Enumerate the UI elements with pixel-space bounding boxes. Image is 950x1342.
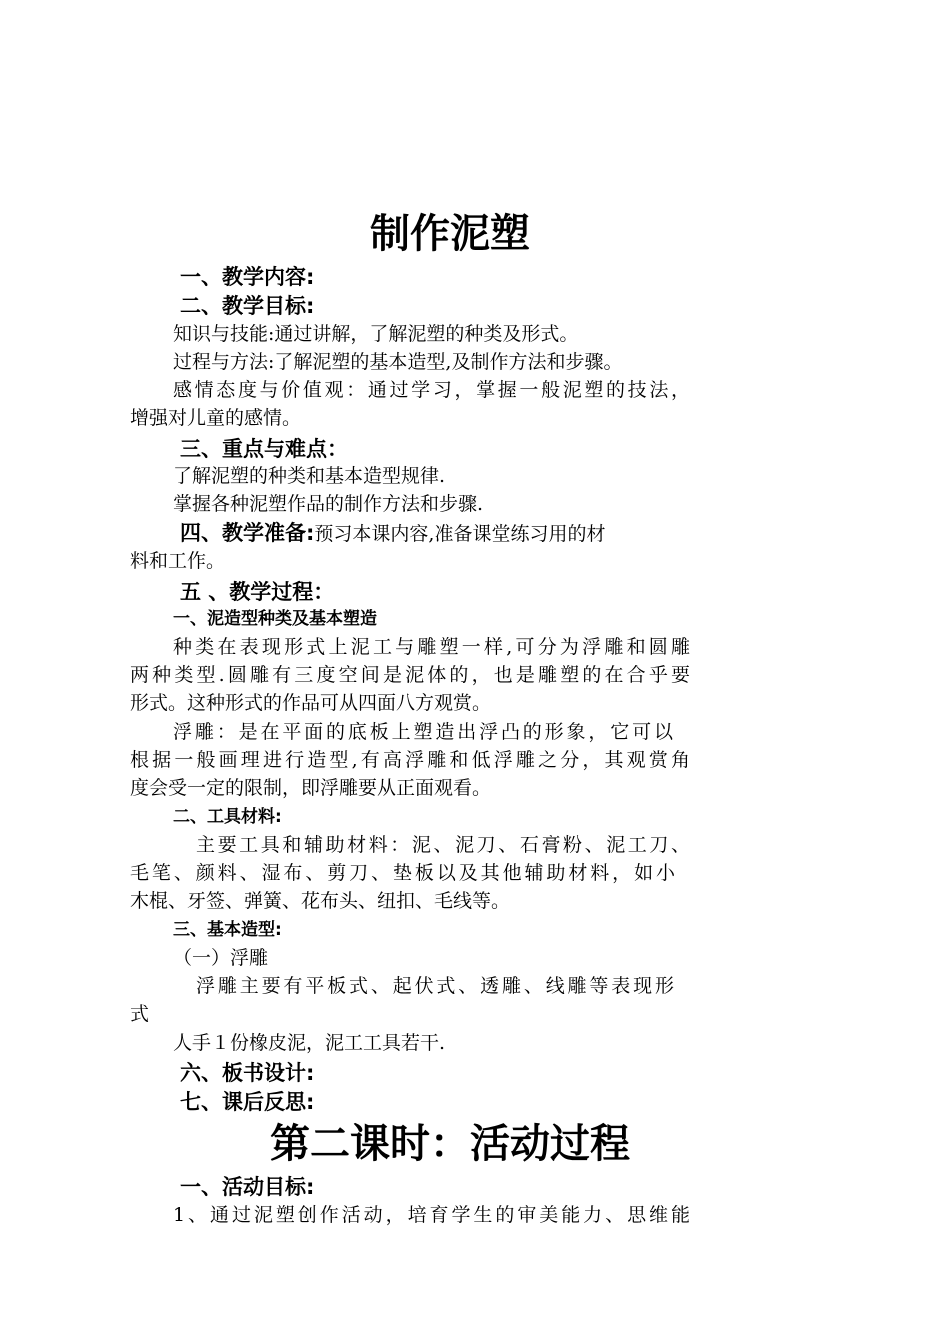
section-heading-content: 一、教学内容:: [180, 265, 315, 289]
section-heading-process: 五 、教学过程：: [180, 580, 335, 604]
goal-emotion-line-1: 感情态度与价值观：通过学习，掌握一般泥塑的技法，: [173, 379, 690, 401]
types-para-line-2: 两种类型.圆雕有三度空间是泥体的，也是雕塑的在合乎要: [130, 664, 690, 686]
second-lesson-title: 第二课时：活动过程: [270, 1121, 630, 1167]
subheading-types: 一、泥造型种类及基本塑造: [173, 609, 377, 629]
section-heading-board: 六、板书设计:: [180, 1061, 315, 1085]
section-preparation-line-1: [180, 519, 690, 547]
subheading-basic-shapes: 三、基本造型:: [173, 920, 282, 940]
materials-prep-line: 人手１份橡皮泥，泥工工具若干.: [173, 1032, 446, 1054]
document-title: 制作泥塑: [370, 211, 530, 257]
keypoint-1: 了解泥塑的种类和基本造型规律.: [173, 465, 446, 487]
relief-forms-line-2: 式: [130, 1003, 150, 1025]
section-heading-keypoints: 三、重点与难点：: [180, 437, 348, 461]
section-heading-activity-goals: 一、活动目标:: [180, 1175, 315, 1199]
relief-para-line-3: 度会受一定的限制，即浮雕要从正面观看。: [130, 777, 492, 799]
subheading-tools: 二、工具材料:: [173, 807, 282, 827]
types-para-line-1: 种类在表现形式上泥工与雕塑一样,可分为浮雕和圆雕: [173, 636, 690, 658]
preparation-text-1: 预习本课内容,准备课堂练习用的材: [314, 523, 606, 545]
types-para-line-3: 形式。这种形式的作品可从四面八方观赏。: [130, 692, 492, 714]
preparation-text-2: 料和工作。: [130, 550, 226, 572]
goal-knowledge: 知识与技能:通过讲解，了解泥塑的种类及形式。: [173, 323, 579, 345]
tools-para-line-1: 主要工具和辅助材料：泥、泥刀、石膏粉、泥工刀、: [196, 834, 690, 856]
goal-emotion-line-2: 增强对儿童的感情。: [130, 407, 302, 429]
relief-label: （一）浮雕: [173, 947, 269, 969]
activity-goal-1: 1、通过泥塑创作活动，培育学生的审美能力、思维能: [173, 1204, 690, 1226]
tools-para-line-3: 木棍、牙签、弹簧、花布头、纽扣、毛线等。: [130, 890, 511, 912]
section-heading-goals: 二、教学目标:: [180, 294, 315, 318]
keypoint-2: 掌握各种泥塑作品的制作方法和步骤.: [173, 493, 484, 515]
relief-para-line-1: 浮雕：是在平面的底板上塑造出浮凸的形象，它可以: [173, 721, 673, 743]
tools-para-line-2: 毛笔、颜料、湿布、剪刀、垫板以及其他辅助材料，如小: [130, 862, 675, 884]
section-heading-preparation: 四、教学准备:: [180, 521, 315, 545]
relief-para-line-2: 根据一般画理进行造型,有高浮雕和低浮雕之分，其观赏角: [130, 749, 690, 771]
relief-forms-line-1: 浮雕主要有平板式、起伏式、透雕、线雕等表现形: [196, 975, 674, 997]
section-heading-reflection: 七、课后反思:: [180, 1090, 315, 1114]
goal-process: 过程与方法:了解泥塑的基本造型,及制作方法和步骤。: [173, 351, 623, 373]
